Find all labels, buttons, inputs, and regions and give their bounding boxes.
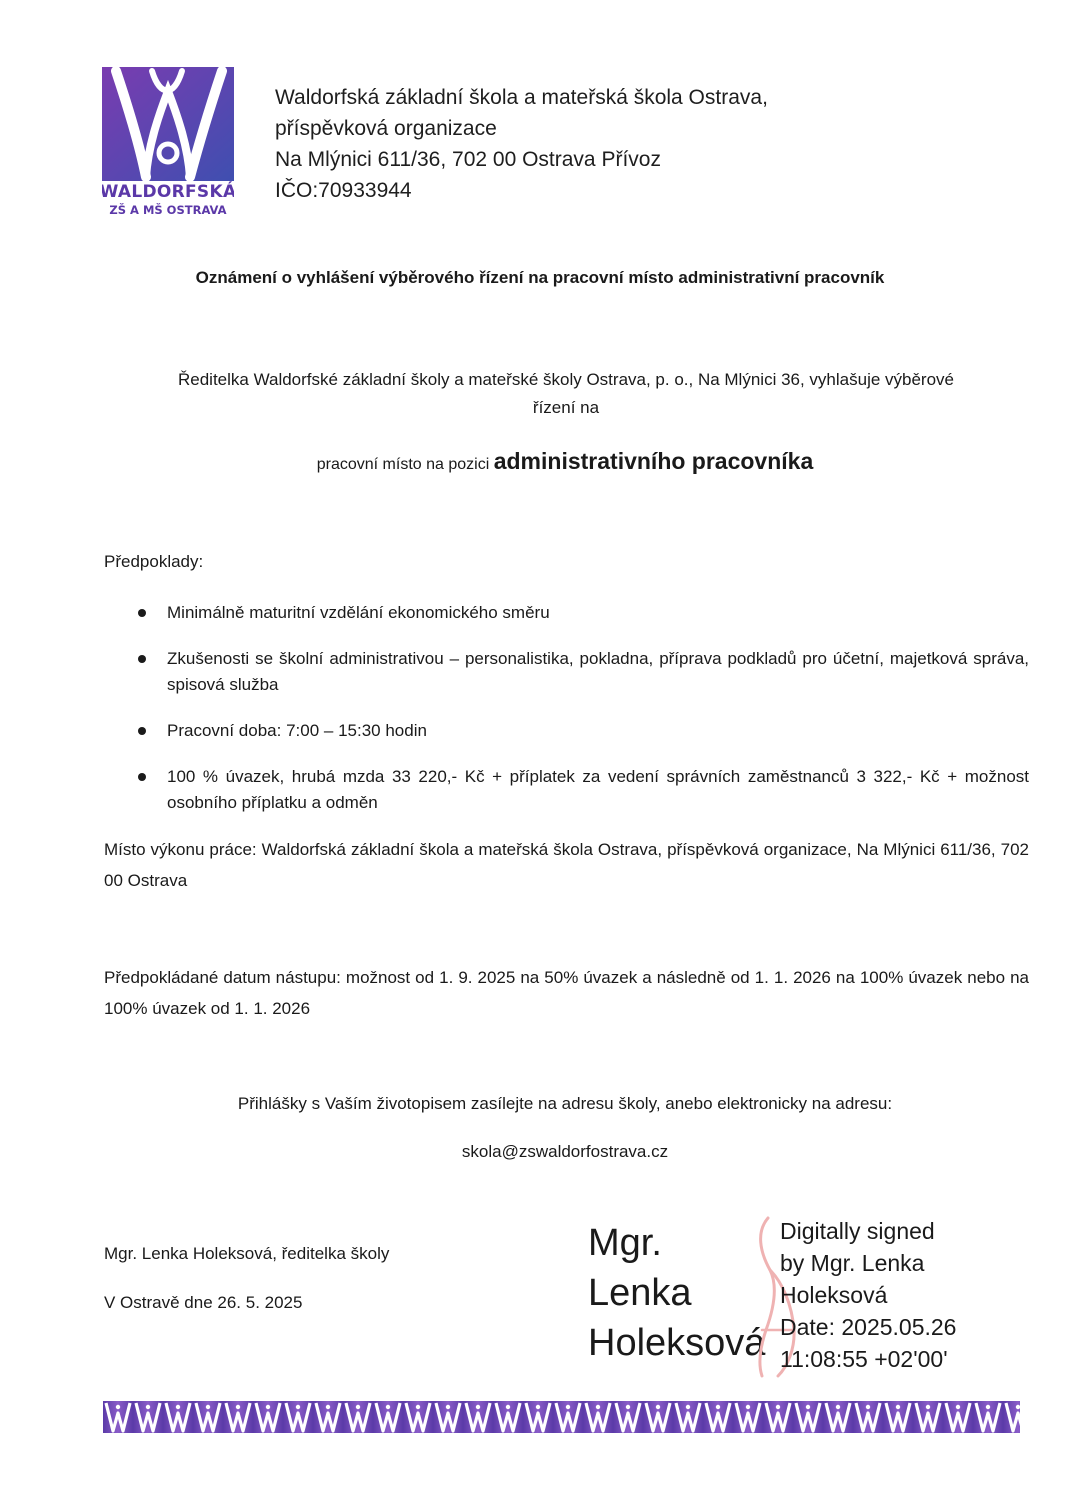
bullet-icon (138, 609, 146, 617)
requirements-list (104, 600, 1029, 816)
requirement-item (104, 764, 1029, 816)
bullet-icon (138, 727, 146, 735)
requirements-heading: Předpoklady: (104, 552, 204, 571)
requirement-item (104, 600, 1029, 626)
school-ico-line: IČO:70933944 (275, 179, 412, 202)
footer-pattern-bar (103, 1401, 1020, 1433)
signature-name-line: Mgr. (588, 1222, 662, 1264)
position-prefix: pracovní místo na pozici (316, 456, 490, 473)
signature-info-line: Date: 2025.05.26 (780, 1314, 957, 1340)
bullet-icon (138, 773, 146, 781)
school-address-line: Na Mlýnici 611/36, 702 00 Ostrava Přívoz (275, 148, 661, 171)
signer-line: Mgr. Lenka Holeksová, ředitelka školy (104, 1244, 390, 1263)
intro-line-1: Ředitelka Waldorfské základní školy a mateřské školy Ostrava, p. o., Na Mlýnici 36, vyhlašuje výběrové (177, 370, 954, 389)
requirement-text: Minimálně maturitní vzdělání ekonomického směru (167, 603, 550, 622)
logo-text-line1: WALDORFSKÁ (102, 182, 234, 202)
bullet-icon (138, 655, 146, 663)
application-instructions: Přihlášky s Vaším životopisem zasílejte na adresu školy, anebo elektronicky na adresu: (237, 1094, 893, 1113)
school-type-line: příspěvková organizace (275, 117, 497, 140)
contact-email: skola@zswaldorfostrava.cz (461, 1142, 669, 1161)
school-address-block (275, 82, 768, 206)
waldorf-logo-icon (102, 67, 234, 219)
requirement-text: Zkušenosti se školní administrativou – personalistika, pokladna, příprava podkladů pro účetní, majetková správa, spisová služba (167, 649, 1029, 694)
intro-line-2: řízení na (532, 398, 600, 417)
start-date-paragraph: Předpokládané datum nástupu: možnost od 1. 9. 2025 na 50% úvazek a následně od 1. 1. 2026 na 100% úvazek nebo na 100% úvazek od 1. 1. 2026 (104, 968, 1029, 1018)
place-date: V Ostravě dne 26. 5. 2025 (104, 1293, 303, 1312)
intro-paragraph (110, 366, 1022, 422)
digital-signature-info (780, 1215, 956, 1375)
school-logo (102, 67, 234, 219)
requirement-item (104, 718, 1029, 744)
requirement-item (104, 646, 1029, 698)
notice-title: Oznámení o vyhlášení výběrového řízení na pracovní místo administrativní pracovník (195, 268, 885, 287)
logo-text-line2: ZŠ A MŠ OSTRAVA (109, 203, 227, 217)
digital-signature-name (588, 1218, 765, 1368)
requirement-text: Pracovní doba: 7:00 – 15:30 hodin (167, 721, 427, 740)
signature-info-line: 11:08:55 +02'00' (780, 1346, 948, 1372)
position-name: administrativního pracovníka (493, 448, 814, 474)
position-line (0, 446, 1080, 480)
signature-info-line: Digitally signed (780, 1218, 935, 1244)
signature-info-line: by Mgr. Lenka (780, 1250, 925, 1276)
signature-name-line: Holeksová (588, 1322, 766, 1364)
signature-info-line: Holeksová (780, 1282, 888, 1308)
requirement-text: 100 % úvazek, hrubá mzda 33 220,- Kč + příplatek za vedení správních zaměstnanců 3 322,- Kč + možnost osobního příplatku a odměn (167, 767, 1029, 812)
school-name-line: Waldorfská základní škola a mateřská škola Ostrava, (275, 86, 768, 109)
workplace-paragraph: Místo výkonu práce: Waldorfská základní škola a mateřská škola Ostrava, příspěvková organizace, Na Mlýnici 611/36, 702 00 Ostrava (104, 840, 1029, 890)
signature-name-line: Lenka (588, 1272, 692, 1314)
